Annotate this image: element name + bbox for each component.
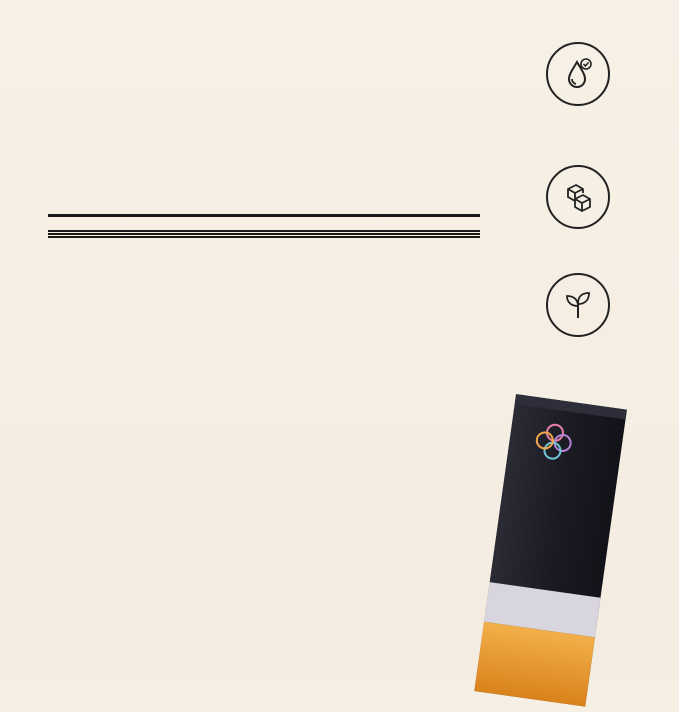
- water-drop-check-icon: [546, 42, 610, 106]
- supplement-facts-table: [48, 214, 480, 238]
- badge-no-artificial-additives: [536, 42, 620, 112]
- badge-sugar-free: [536, 165, 620, 235]
- table-header-rule: [48, 230, 480, 232]
- table-bottom-rule: [48, 236, 480, 238]
- table-header: [48, 217, 480, 230]
- table-section-rule: [48, 233, 480, 235]
- badge-vegan: [536, 273, 620, 343]
- leaf-sprout-icon: [546, 273, 610, 337]
- product-packet: [474, 394, 664, 712]
- page-title: [48, 42, 56, 73]
- sugar-cubes-icon: [546, 165, 610, 229]
